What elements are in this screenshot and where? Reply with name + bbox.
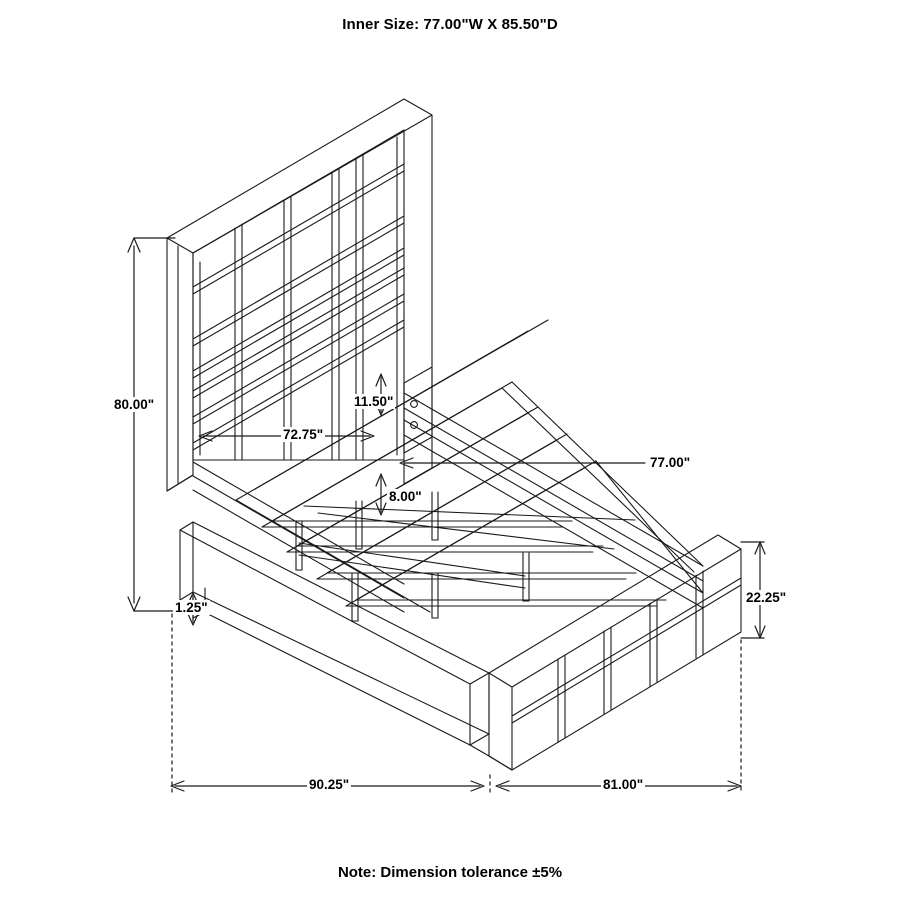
dimension-label-footboard-height: 22.25"	[746, 590, 787, 605]
dimension-label-headboard-panel-width: 72.75"	[283, 427, 324, 442]
dimension-label-headboard-rail-offset: 11.50"	[354, 394, 394, 409]
dimension-label-inner-width: 77.00"	[650, 455, 691, 470]
dimension-label-overall-depth: 90.25"	[309, 777, 350, 792]
footboard-group	[180, 522, 741, 770]
dimension-label-headboard-height: 80.00"	[114, 397, 155, 412]
tolerance-note: Note: Dimension tolerance ±5%	[337, 864, 563, 881]
dimension-label-overall-width: 81.00"	[603, 777, 644, 792]
side-rails-and-slats	[193, 320, 703, 621]
dimension-label-clearance: 1.25"	[175, 600, 208, 615]
page-title: Inner Size: 77.00"W X 85.50"D	[342, 16, 558, 33]
dimension-label-slat-height: 8.00"	[389, 489, 422, 504]
